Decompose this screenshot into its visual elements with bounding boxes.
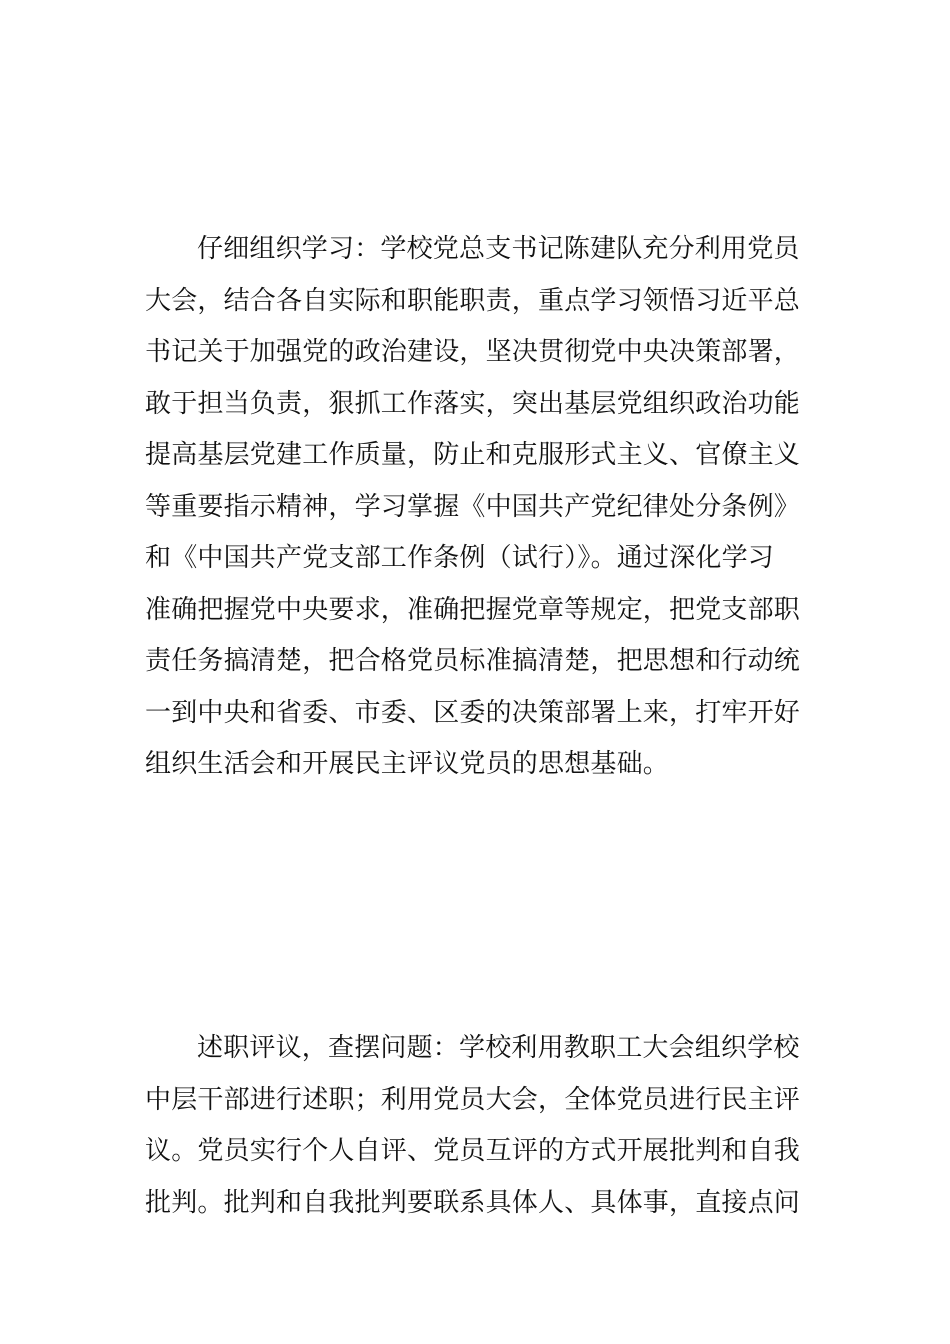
paragraph-line: 提高基层党建工作质量，防止和克服形式主义、官僚主义: [145, 440, 801, 470]
paragraph-review: [145, 1023, 805, 1229]
paragraph-line: 等重要指示精神，学习掌握《中国共产党纪律处分条例》: [145, 491, 801, 522]
paragraph-line: 书记关于加强党的政治建设，坚决贯彻党中央决策部署，: [145, 337, 801, 367]
paragraph-line: 仔细组织学习：学校党总支书记陈建队充分利用党员: [197, 234, 800, 264]
paragraph-line: 准确把握党中央要求，准确把握党章等规定，把党支部职: [145, 594, 801, 625]
paragraph-line: 议。党员实行个人自评、党员互评的方式开展批判和自我: [145, 1136, 801, 1166]
paragraph-line: 述职评议，查摆问题：学校利用教职工大会组织学校: [197, 1033, 800, 1063]
paragraph-line: 中层干部进行述职；利用党员大会，全体党员进行民主评: [145, 1084, 801, 1115]
paragraph-line: 责任务搞清楚，把合格党员标准搞清楚，把思想和行动统: [145, 646, 801, 676]
paragraph-study: [145, 224, 805, 791]
paragraph-line: 一到中央和省委、市委、区委的决策部署上来，打牢开好: [145, 697, 801, 728]
paragraph-line: 批判。批判和自我批判要联系具体人、具体事，直接点问: [145, 1187, 801, 1218]
paragraph-line: 敢于担当负责，狠抓工作落实，突出基层党组织政治功能: [145, 388, 801, 419]
paragraph-line: 组织生活会和开展民主评议党员的思想基础。: [145, 749, 670, 779]
paragraph-line: 大会，结合各自实际和职能职责，重点学习领悟习近平总: [145, 285, 801, 316]
paragraph-line: 和《中国共产党支部工作条例（试行）》。通过深化学习: [145, 543, 775, 573]
